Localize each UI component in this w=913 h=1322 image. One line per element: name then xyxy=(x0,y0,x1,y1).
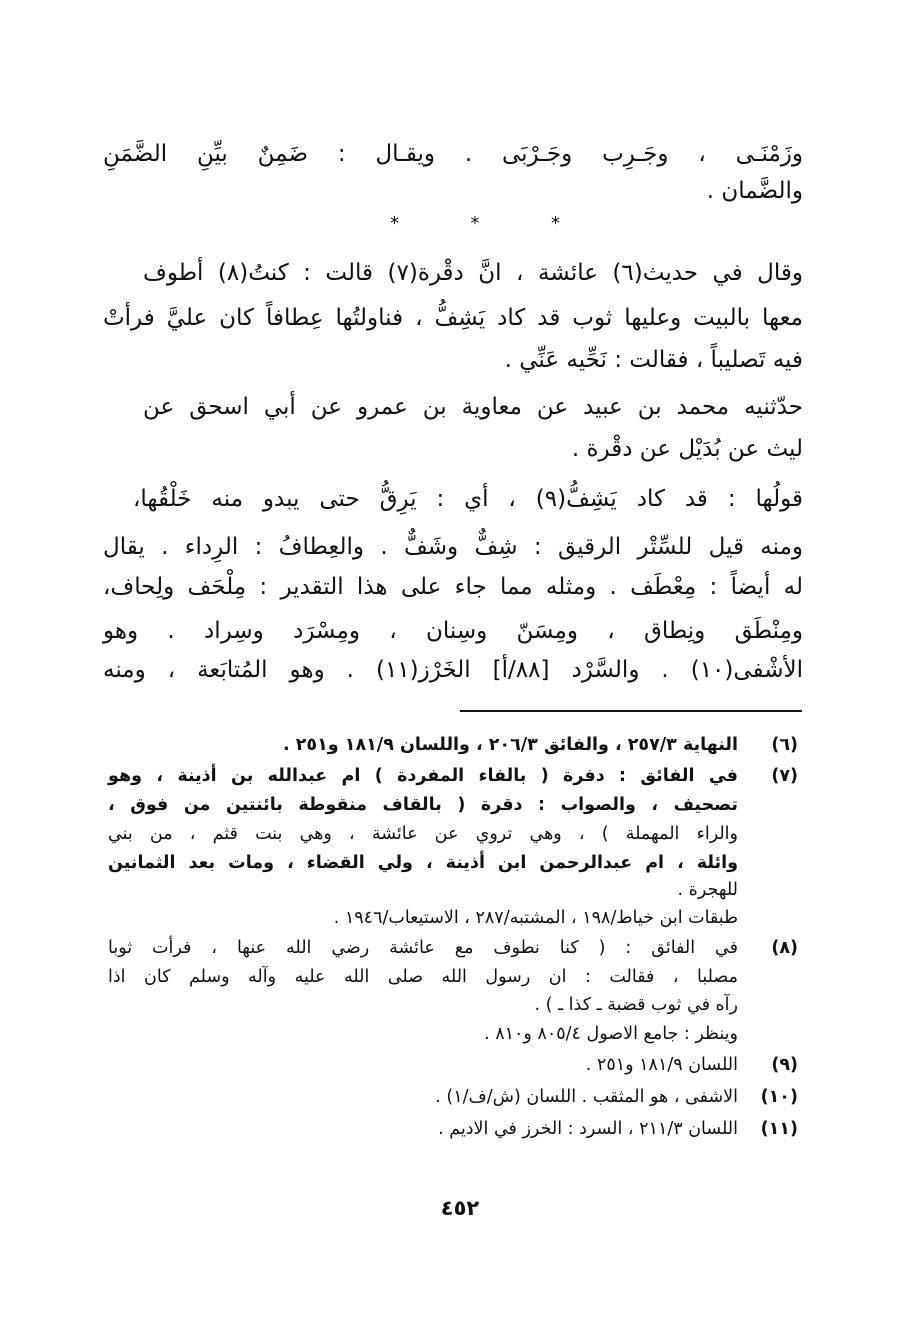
footnote-line: اللسان ٢١١/٣ ، السرد : الخرز في الاديم . xyxy=(438,1119,738,1139)
footnote-line: تصحيف ، والصواب : دقرة ( بالقاف منقوطة بائنتين من فوق ، xyxy=(108,795,738,815)
main-text-line: وزَمْنَـى ، وجَـرِب وجَـرْبَى . ويقـال : ضَمِنٌ بيِّنِ الضَّمَنِ xyxy=(103,141,803,167)
main-text-line: حدّثنيه محمد بن عبيد عن معاوية بن عمرو عن أبي اسحق عن xyxy=(143,394,803,420)
main-text-line: الأشْفى(١٠) . والسَّرْد [٨٨/أ] الخَرْز(١١) . وهو المُتابَعة ، ومنه xyxy=(103,657,803,683)
main-text-line: وقال في حديث(٦) عائشة ، انَّ دقْرة(٧) قالت : كنتُ(٨) أطوف xyxy=(143,260,803,286)
footnote-line: النهاية ٢٥٧/٣ ، والفائق ٢٠٦/٣ ، واللسان ١٨١/٩ و٢٥١ . xyxy=(282,735,738,755)
page-number: ٤٥٢ xyxy=(440,1196,480,1220)
footnote-line: والراء المهملة ) ، وهي تروي عن عائشة ، وهي بنت قثم ، من بني xyxy=(108,824,738,844)
footnote-line: وائلة ، ام عبدالرحمن ابن أذينة ، ولي القضاء ، ومات بعد الثمانين xyxy=(108,853,738,873)
main-text-line: معها بالبيت وعليها ثوب قد كاد يَشِفُّ ، فناولتُها عِطافاً كان عليَّ فرأتْ xyxy=(103,305,803,331)
footnote-number: (٨) xyxy=(771,938,798,958)
separator-star: * xyxy=(470,213,480,234)
footnote-number: (١١) xyxy=(760,1119,798,1139)
footnote-line: للهجرة . xyxy=(677,880,738,900)
section-separator xyxy=(390,213,560,234)
footnote-line: اللسان ١٨١/٩ و٢٥١ . xyxy=(585,1055,738,1075)
footnote-number: (٧) xyxy=(771,766,798,786)
footnote-divider xyxy=(460,710,802,712)
main-text-line: ومِنْطَق ونِطاق ، ومِسَنّ وسِنان ، ومِسْرَد وسِراد . وهو xyxy=(103,618,803,644)
footnote-number: (١٠) xyxy=(760,1087,798,1107)
main-text-line: فيه تَصليباً ، فقالت : نَحِّيه عَنِّي . xyxy=(504,347,803,373)
main-text-line: ليث عن بُدَيْل عن دقْرة . xyxy=(571,436,803,462)
footnote-line: الاشفى ، هو المثقب . اللسان (ش/ف/١) . xyxy=(435,1087,738,1107)
separator-star: * xyxy=(390,213,399,234)
footnote-line: طبقات ابن خياط/١٩٨ ، المشتبه/٢٨٧ ، الاستيعاب/١٩٤٦ . xyxy=(333,908,738,928)
main-text-line: ومنه قيل للسِّتْر الرقيق : شِفٌّ وشَفٌّ . والعِطافُ : الرِداء . يقال xyxy=(103,534,803,560)
separator-star: * xyxy=(551,213,560,234)
footnote-line: مصلبا ، فقالت : ان رسول الله صلى الله عليه وآله وسلم كان اذا xyxy=(108,967,738,987)
footnote-line: رآه في ثوب قضبة ـ كذا ـ ) . xyxy=(534,995,738,1015)
footnote-number: (٦) xyxy=(771,735,798,755)
main-text-line: له أيضاً : مِعْطَف . ومثله مما جاء على هذا التقدير : مِلْحَف ولِحاف، xyxy=(103,574,803,600)
main-text-line: والضَّمان . xyxy=(706,178,803,204)
footnote-line: في الفائق : ( كنا نطوف مع عائشة رضي الله عنها ، فرأت ثوبا xyxy=(108,938,738,958)
main-text-line: قولُها : قد كاد يَشِفُّ(٩) ، أي : يَرِقُّ حتى يبدو منه خَلْقُها، xyxy=(133,486,803,512)
footnote-number: (٩) xyxy=(771,1055,798,1075)
footnote-line: وينظر : جامع الاصول ٨٠٥/٤ و٨١٠ . xyxy=(484,1024,738,1044)
footnote-line: في الفائق : دفرة ( بالفاء المفردة ) ام عبدالله بن أذينة ، وهو xyxy=(108,766,738,786)
